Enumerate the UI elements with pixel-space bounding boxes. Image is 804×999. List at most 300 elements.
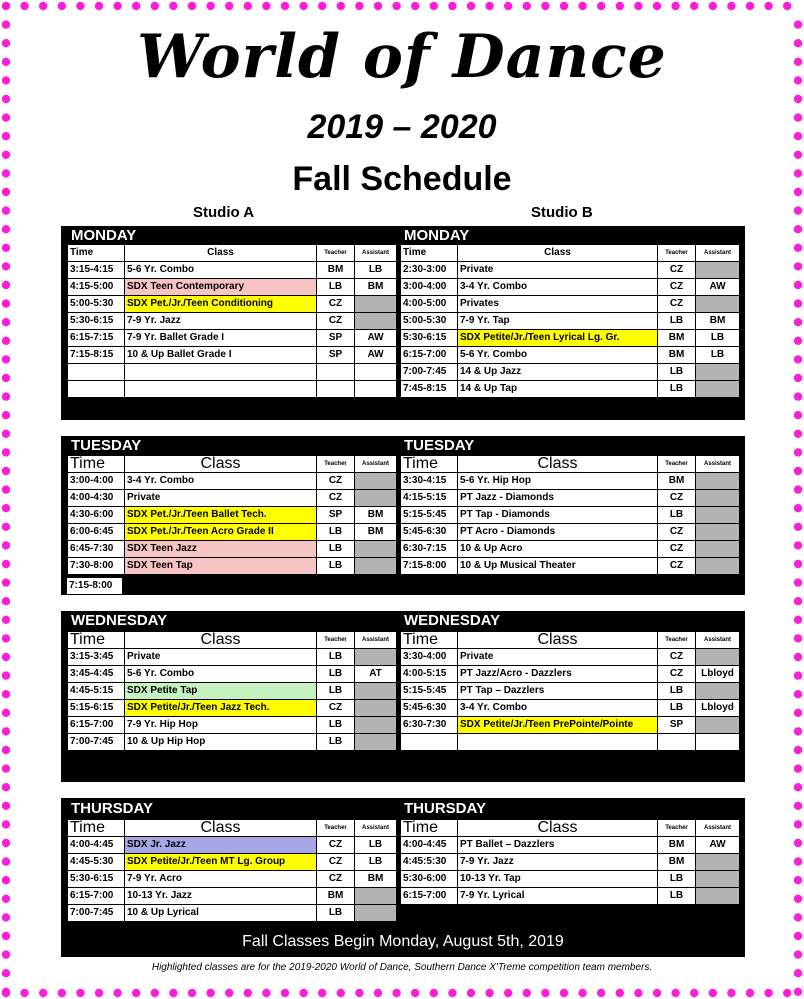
border-dot bbox=[244, 2, 252, 10]
assistant-cell: AT bbox=[355, 666, 397, 683]
teacher-cell: BM bbox=[658, 473, 696, 490]
border-dot bbox=[504, 989, 512, 997]
class-cell: SDX Petite/Jr./Teen Lyrical Lg. Gr. bbox=[458, 330, 658, 347]
border-dot bbox=[2, 988, 10, 996]
border-dot bbox=[467, 989, 475, 997]
border-dot bbox=[794, 932, 802, 940]
border-dot bbox=[634, 2, 642, 10]
studio-b-label: Studio B bbox=[531, 204, 593, 221]
border-dot bbox=[2, 206, 10, 214]
teacher-cell: LB bbox=[317, 666, 355, 683]
assistant-cell: Lbloyd bbox=[696, 700, 740, 717]
time-cell: 6:15-7:00 bbox=[68, 888, 125, 905]
class-cell: 10 & Up Ballet Grade I bbox=[125, 347, 317, 364]
border-dot bbox=[727, 989, 735, 997]
teacher-cell: LB bbox=[658, 381, 696, 398]
border-dot bbox=[337, 989, 345, 997]
border-dot bbox=[578, 989, 586, 997]
table-header-row bbox=[401, 245, 740, 262]
border-dot bbox=[448, 2, 456, 10]
border-dot bbox=[2, 950, 10, 958]
header-class: Class bbox=[125, 456, 317, 473]
assistant-cell bbox=[355, 700, 397, 717]
studio-a-label: Studio A bbox=[193, 204, 255, 221]
border-dot bbox=[794, 262, 802, 270]
time-cell: 4:15-5:15 bbox=[401, 490, 458, 507]
border-dot bbox=[318, 2, 326, 10]
border-dot bbox=[709, 2, 717, 10]
border-dot bbox=[2, 597, 10, 605]
assistant-cell: BM bbox=[355, 871, 397, 888]
border-dot bbox=[281, 2, 289, 10]
border-dot bbox=[794, 541, 802, 549]
time-cell bbox=[68, 381, 125, 398]
teacher-cell bbox=[317, 381, 355, 398]
border-dot bbox=[794, 560, 802, 568]
table-row bbox=[401, 313, 740, 330]
time-cell: 5:30-6:15 bbox=[68, 871, 125, 888]
time-cell: 5:15-5:45 bbox=[401, 683, 458, 700]
border-dot bbox=[578, 2, 586, 10]
border-dot bbox=[2, 616, 10, 624]
header-time: Time bbox=[401, 632, 458, 649]
border-dot bbox=[794, 151, 802, 159]
border-dot bbox=[794, 653, 802, 661]
time-cell: 4:45:5:30 bbox=[401, 854, 458, 871]
assistant-cell bbox=[355, 558, 397, 575]
teacher-cell: LB bbox=[317, 717, 355, 734]
class-cell: SDX Jr. Jazz bbox=[125, 837, 317, 854]
border-dot bbox=[794, 411, 802, 419]
border-dot bbox=[39, 2, 47, 10]
header-assistant: Assistant bbox=[355, 632, 397, 649]
table-header-row bbox=[68, 456, 397, 473]
table-row bbox=[68, 871, 397, 888]
thursday-studio-b-table bbox=[400, 819, 740, 905]
border-dot bbox=[262, 989, 270, 997]
header-assistant: Assistant bbox=[696, 456, 740, 473]
teacher-cell: CZ bbox=[658, 666, 696, 683]
assistant-cell bbox=[355, 381, 397, 398]
class-cell: Private bbox=[125, 649, 317, 666]
schedule-subtitle: Fall Schedule bbox=[292, 160, 512, 198]
border-dot bbox=[430, 989, 438, 997]
time-cell: 7:15-8:00 bbox=[401, 558, 458, 575]
border-dot bbox=[169, 989, 177, 997]
assistant-cell bbox=[696, 262, 740, 279]
time-cell: 7:00-7:45 bbox=[68, 734, 125, 751]
time-cell: 3:30-4:00 bbox=[401, 649, 458, 666]
header-time: Time bbox=[68, 820, 125, 837]
border-dot bbox=[783, 2, 791, 10]
assistant-cell bbox=[355, 734, 397, 751]
school-year: 2019 – 2020 bbox=[307, 108, 497, 146]
header-time: Time bbox=[401, 820, 458, 837]
header-class: Class bbox=[458, 456, 658, 473]
time-cell: 3:30-4:15 bbox=[401, 473, 458, 490]
table-row bbox=[68, 347, 397, 364]
teacher-cell: LB bbox=[317, 541, 355, 558]
border-dot bbox=[411, 2, 419, 10]
time-cell: 6:30-7:30 bbox=[401, 717, 458, 734]
class-cell: PT Jazz - Diamonds bbox=[458, 490, 658, 507]
teacher-cell: BM bbox=[317, 888, 355, 905]
assistant-cell: LB bbox=[355, 262, 397, 279]
thursday-studio-a-table bbox=[67, 819, 397, 922]
border-dot bbox=[132, 2, 140, 10]
header-teacher: Teacher bbox=[658, 456, 696, 473]
border-dot bbox=[794, 374, 802, 382]
border-dot bbox=[225, 989, 233, 997]
time-cell: 5:00-5:30 bbox=[68, 296, 125, 313]
border-dot bbox=[794, 392, 802, 400]
table-row bbox=[401, 262, 740, 279]
border-dot bbox=[2, 95, 10, 103]
border-dot bbox=[151, 989, 159, 997]
assistant-cell: AW bbox=[696, 837, 740, 854]
table-row bbox=[68, 524, 397, 541]
table-row bbox=[68, 541, 397, 558]
border-dot bbox=[616, 989, 624, 997]
time-cell: 5:30-6:15 bbox=[68, 313, 125, 330]
time-cell: 5:45-6:30 bbox=[401, 700, 458, 717]
table-row bbox=[401, 854, 740, 871]
border-dot bbox=[764, 989, 772, 997]
time-cell: 5:30-6:15 bbox=[401, 330, 458, 347]
assistant-cell bbox=[696, 683, 740, 700]
time-cell: 4:45-5:15 bbox=[68, 683, 125, 700]
table-row bbox=[401, 888, 740, 905]
border-dot bbox=[2, 671, 10, 679]
table-row bbox=[68, 666, 397, 683]
border-dot bbox=[188, 989, 196, 997]
table-header-row bbox=[68, 820, 397, 837]
assistant-cell bbox=[355, 717, 397, 734]
border-dot bbox=[2, 392, 10, 400]
border-dot bbox=[151, 2, 159, 10]
border-dot bbox=[523, 2, 531, 10]
table-row bbox=[68, 683, 397, 700]
assistant-cell: LB bbox=[696, 347, 740, 364]
day-heading-monday-a: MONDAY bbox=[71, 227, 137, 244]
border-dot bbox=[523, 989, 531, 997]
border-dot bbox=[448, 989, 456, 997]
teacher-cell: CZ bbox=[658, 279, 696, 296]
teacher-cell: LB bbox=[658, 700, 696, 717]
border-dot bbox=[2, 783, 10, 791]
border-dot bbox=[2, 151, 10, 159]
border-dot bbox=[794, 448, 802, 456]
header-class: Class bbox=[125, 632, 317, 649]
assistant-cell: AW bbox=[696, 279, 740, 296]
header-assistant: Assistant bbox=[355, 456, 397, 473]
class-cell: PT Tap - Diamonds bbox=[458, 507, 658, 524]
class-cell: 10 & Up Acro bbox=[458, 541, 658, 558]
border-dot bbox=[794, 281, 802, 289]
border-dot bbox=[318, 989, 326, 997]
assistant-cell: BM bbox=[355, 507, 397, 524]
teacher-cell: LB bbox=[317, 524, 355, 541]
class-cell: SDX Pet./Jr./Teen Ballet Tech. bbox=[125, 507, 317, 524]
border-dot bbox=[794, 764, 802, 772]
time-cell: 7:15-8:15 bbox=[68, 347, 125, 364]
time-cell: 4:00-5:15 bbox=[401, 666, 458, 683]
table-row bbox=[401, 490, 740, 507]
class-cell: 7-9 Yr. Hip Hop bbox=[125, 717, 317, 734]
border-dot bbox=[2, 913, 10, 921]
border-dot bbox=[95, 989, 103, 997]
table-row bbox=[68, 717, 397, 734]
class-cell: 5-6 Yr. Hip Hop bbox=[458, 473, 658, 490]
border-dot bbox=[281, 989, 289, 997]
assistant-cell bbox=[355, 473, 397, 490]
class-cell: 5-6 Yr. Combo bbox=[125, 262, 317, 279]
teacher-cell: BM bbox=[658, 347, 696, 364]
border-dot bbox=[794, 95, 802, 103]
time-cell: 4:00-5:00 bbox=[401, 296, 458, 313]
time-cell: 2:30-3:00 bbox=[401, 262, 458, 279]
class-cell: 10 & Up Musical Theater bbox=[458, 558, 658, 575]
table-header-row bbox=[401, 820, 740, 837]
assistant-cell bbox=[696, 854, 740, 871]
time-cell: 6:15-7:15 bbox=[68, 330, 125, 347]
border-dot bbox=[2, 839, 10, 847]
day-heading-monday-b: MONDAY bbox=[404, 227, 470, 244]
class-cell: 3-4 Yr. Combo bbox=[458, 700, 658, 717]
teacher-cell: LB bbox=[317, 558, 355, 575]
border-dot bbox=[2, 467, 10, 475]
day-heading-tuesday-a: TUESDAY bbox=[71, 437, 142, 454]
schedule-board bbox=[61, 226, 745, 957]
border-dot bbox=[794, 783, 802, 791]
header-teacher: Teacher bbox=[658, 632, 696, 649]
assistant-cell bbox=[696, 717, 740, 734]
teacher-cell: LB bbox=[317, 649, 355, 666]
class-cell bbox=[125, 381, 317, 398]
border-dot bbox=[794, 690, 802, 698]
class-cell: 5-6 Yr. Combo bbox=[125, 666, 317, 683]
table-header-row bbox=[401, 632, 740, 649]
border-dot bbox=[794, 616, 802, 624]
border-dot bbox=[225, 2, 233, 10]
teacher-cell: CZ bbox=[658, 490, 696, 507]
border-dot bbox=[794, 746, 802, 754]
border-dot bbox=[206, 2, 214, 10]
teacher-cell: LB bbox=[658, 871, 696, 888]
table-row bbox=[68, 364, 397, 381]
border-dot bbox=[794, 876, 802, 884]
border-dot bbox=[727, 2, 735, 10]
assistant-cell bbox=[355, 364, 397, 381]
header-class: Class bbox=[125, 245, 317, 262]
border-dot bbox=[2, 374, 10, 382]
border-dot bbox=[2, 653, 10, 661]
header-time: Time bbox=[68, 632, 125, 649]
border-dot bbox=[2, 578, 10, 586]
time-cell: 7:00-7:45 bbox=[68, 905, 125, 922]
teacher-cell: BM bbox=[317, 262, 355, 279]
assistant-cell bbox=[696, 871, 740, 888]
time-cell: 3:15-4:15 bbox=[68, 262, 125, 279]
teacher-cell: CZ bbox=[658, 558, 696, 575]
border-dot bbox=[2, 430, 10, 438]
assistant-cell bbox=[355, 905, 397, 922]
assistant-cell bbox=[355, 296, 397, 313]
teacher-cell: CZ bbox=[317, 854, 355, 871]
border-dot bbox=[794, 634, 802, 642]
border-dot bbox=[794, 430, 802, 438]
border-dot bbox=[2, 690, 10, 698]
time-cell: 7:00-7:45 bbox=[401, 364, 458, 381]
border-dot bbox=[794, 578, 802, 586]
assistant-cell bbox=[696, 473, 740, 490]
border-dot bbox=[560, 2, 568, 10]
wednesday-studio-a-table bbox=[67, 631, 397, 751]
assistant-cell bbox=[696, 649, 740, 666]
header-teacher: Teacher bbox=[317, 820, 355, 837]
table-row bbox=[68, 734, 397, 751]
teacher-cell: BM bbox=[658, 330, 696, 347]
table-row bbox=[68, 330, 397, 347]
teacher-cell: SP bbox=[658, 717, 696, 734]
table-row bbox=[68, 700, 397, 717]
border-dot bbox=[2, 504, 10, 512]
extra-time-cell: 7:15-8:00 bbox=[67, 578, 122, 594]
border-dot bbox=[95, 2, 103, 10]
class-cell: Private bbox=[125, 490, 317, 507]
table-row bbox=[401, 279, 740, 296]
border-dot bbox=[2, 262, 10, 270]
table-row bbox=[68, 888, 397, 905]
header-teacher: Teacher bbox=[317, 245, 355, 262]
border-dot bbox=[794, 988, 802, 996]
border-dot bbox=[2, 355, 10, 363]
border-dot bbox=[794, 950, 802, 958]
monday-studio-b-table bbox=[400, 244, 740, 398]
time-cell: 4:00-4:45 bbox=[68, 837, 125, 854]
table-header-row bbox=[401, 456, 740, 473]
border-dot bbox=[58, 2, 66, 10]
border-dot bbox=[794, 504, 802, 512]
border-dot bbox=[794, 299, 802, 307]
tuesday-studio-a-table bbox=[67, 455, 397, 575]
border-dot bbox=[597, 2, 605, 10]
border-dot bbox=[597, 989, 605, 997]
table-row bbox=[68, 313, 397, 330]
border-dot bbox=[2, 2, 10, 10]
assistant-cell: Lbloyd bbox=[696, 666, 740, 683]
table-row bbox=[68, 296, 397, 313]
class-cell: 14 & Up Tap bbox=[458, 381, 658, 398]
teacher-cell: BM bbox=[658, 854, 696, 871]
header-class: Class bbox=[125, 820, 317, 837]
border-dot bbox=[392, 2, 400, 10]
table-header-row bbox=[68, 245, 397, 262]
assistant-cell bbox=[696, 524, 740, 541]
header-class: Class bbox=[458, 245, 658, 262]
border-dot bbox=[794, 225, 802, 233]
border-dot bbox=[355, 2, 363, 10]
header-time: Time bbox=[68, 456, 125, 473]
class-cell: Private bbox=[458, 262, 658, 279]
border-dot bbox=[746, 989, 754, 997]
table-row bbox=[401, 649, 740, 666]
assistant-cell bbox=[355, 649, 397, 666]
border-dot bbox=[2, 895, 10, 903]
table-row bbox=[401, 717, 740, 734]
time-cell bbox=[68, 364, 125, 381]
table-row bbox=[401, 507, 740, 524]
assistant-cell: BM bbox=[696, 313, 740, 330]
class-cell: SDX Teen Contemporary bbox=[125, 279, 317, 296]
day-separator bbox=[61, 595, 745, 611]
border-dot bbox=[2, 523, 10, 531]
assistant-cell: BM bbox=[355, 524, 397, 541]
border-dot bbox=[794, 839, 802, 847]
border-dot bbox=[2, 299, 10, 307]
border-dot bbox=[2, 225, 10, 233]
day-heading-thursday-b: THURSDAY bbox=[404, 800, 486, 817]
border-dot bbox=[690, 989, 698, 997]
border-dot bbox=[262, 2, 270, 10]
class-cell: 5-6 Yr. Combo bbox=[458, 347, 658, 364]
time-cell: 5:15-5:45 bbox=[401, 507, 458, 524]
header-teacher: Teacher bbox=[317, 456, 355, 473]
border-dot bbox=[206, 989, 214, 997]
class-cell: 10-13 Yr. Jazz bbox=[125, 888, 317, 905]
border-dot bbox=[299, 989, 307, 997]
header-assistant: Assistant bbox=[696, 820, 740, 837]
header-assistant: Assistant bbox=[355, 820, 397, 837]
table-row bbox=[401, 330, 740, 347]
teacher-cell: SP bbox=[317, 347, 355, 364]
table-row bbox=[68, 854, 397, 871]
table-row bbox=[68, 649, 397, 666]
class-cell bbox=[125, 364, 317, 381]
border-dot bbox=[113, 2, 121, 10]
time-cell: 6:15-7:00 bbox=[68, 717, 125, 734]
header-teacher: Teacher bbox=[317, 632, 355, 649]
border-dot bbox=[188, 2, 196, 10]
day-heading-wednesday-b: WEDNESDAY bbox=[404, 612, 501, 629]
table-row bbox=[401, 347, 740, 364]
assistant-cell bbox=[355, 683, 397, 700]
teacher-cell: BM bbox=[658, 837, 696, 854]
border-dot bbox=[76, 2, 84, 10]
header-time: Time bbox=[401, 456, 458, 473]
border-dot bbox=[2, 281, 10, 289]
border-dot bbox=[76, 989, 84, 997]
assistant-cell: LB bbox=[696, 330, 740, 347]
teacher-cell: CZ bbox=[317, 700, 355, 717]
teacher-cell: CZ bbox=[658, 296, 696, 313]
teacher-cell: SP bbox=[317, 507, 355, 524]
class-cell bbox=[458, 734, 658, 751]
class-cell: 10 & Up Lyrical bbox=[125, 905, 317, 922]
table-row bbox=[401, 871, 740, 888]
page-title: World of Dance bbox=[137, 22, 667, 92]
border-dot bbox=[2, 857, 10, 865]
class-cell: 14 & Up Jazz bbox=[458, 364, 658, 381]
time-cell: 4:30-6:00 bbox=[68, 507, 125, 524]
border-dot bbox=[764, 2, 772, 10]
teacher-cell: CZ bbox=[317, 490, 355, 507]
table-row bbox=[68, 490, 397, 507]
border-dot bbox=[2, 802, 10, 810]
header-teacher: Teacher bbox=[658, 245, 696, 262]
border-dot bbox=[2, 634, 10, 642]
border-dot bbox=[794, 820, 802, 828]
